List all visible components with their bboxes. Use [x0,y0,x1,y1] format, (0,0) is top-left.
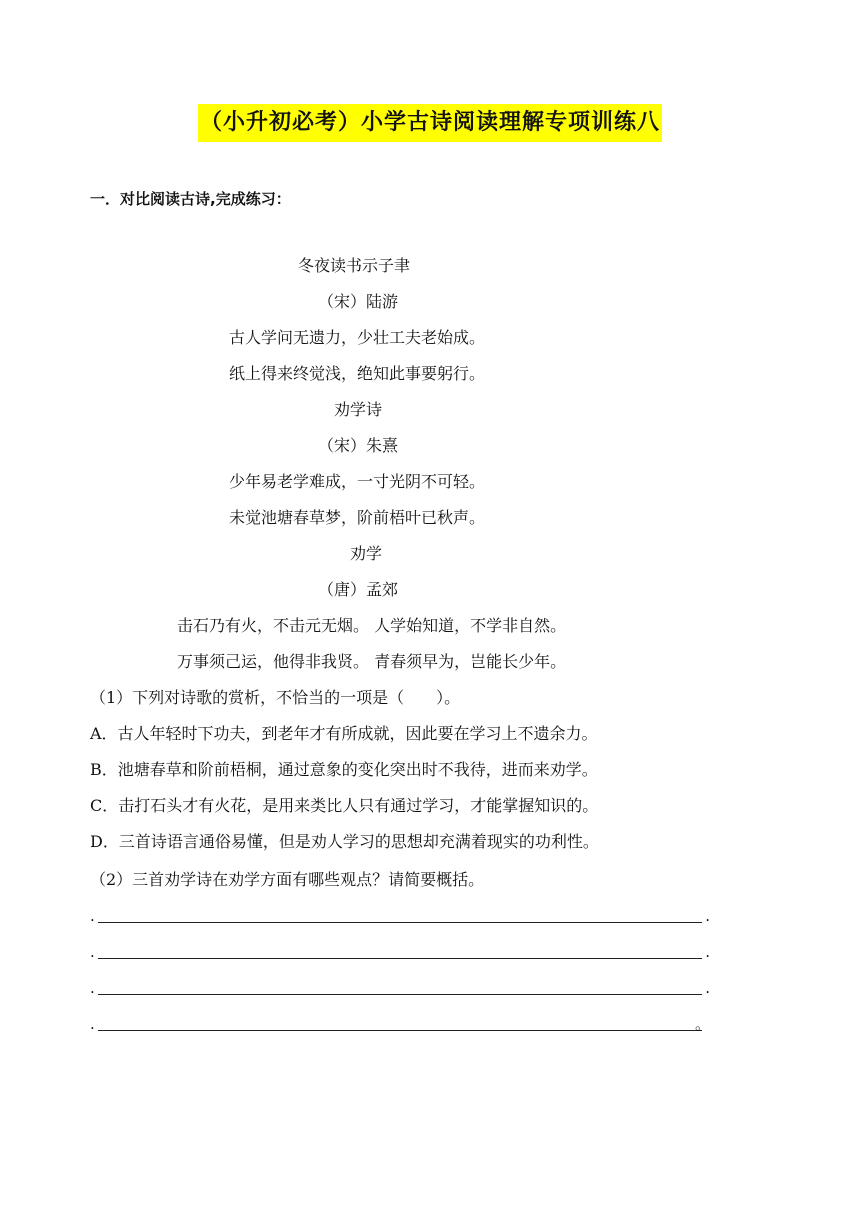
poem-line: 击石乃有火，不击元无烟。 人学始知道，不学非自然。 [177,616,567,635]
option-c: C．击打石头才有火花，是用来类比人只有通过学习，才能掌握知识的。 [90,796,599,815]
option-b: B．池塘春草和阶前梧桐，通过意象的变化突出时不我待，进而来劝学。 [90,760,598,779]
poem-author: （宋）朱熹 [318,436,399,455]
title-container [0,104,860,142]
option-a: A．古人年轻时下功夫，到老年才有所成就，因此要在学习上不遗余力。 [90,724,598,743]
poem-line: 少年易老学难成，一寸光阴不可轻。 [229,472,486,491]
answer-line[interactable]: . . [90,907,710,925]
poem-title: 劝学 [350,544,383,563]
poem-line: 万事须己运，他得非我贤。 青春须早为，岂能长少年。 [177,652,567,671]
option-d: D．三首诗语言通俗易懂，但是劝人学习的思想却充满着现实的功利性。 [90,832,599,851]
poem-line: 纸上得来终觉浅，绝知此事要躬行。 [229,364,486,383]
answer-line[interactable]: . . [90,943,710,961]
poem-author: （宋）陆游 [318,292,399,311]
poem-line: 古人学问无遗力，少壮工夫老始成。 [229,328,486,347]
poem-line: 未觉池塘春草梦，阶前梧叶已秋声。 [229,508,486,527]
question-1-stem: （1）下列对诗歌的赏析，不恰当的一项是（ ）。 [90,688,461,707]
section-heading: 一．对比阅读古诗,完成练习： [90,190,291,208]
question-2-stem: （2）三首劝学诗在劝学方面有哪些观点？请简要概括。 [90,870,485,889]
poem-author: （唐）孟郊 [318,580,399,599]
answer-line[interactable]: . . [90,979,710,997]
poem-title: 冬夜读书示子聿 [298,256,411,275]
poem-title: 劝学诗 [334,400,383,419]
document-title: （小升初必考）小学古诗阅读理解专项训练八 [198,104,662,142]
answer-line[interactable]: . 。 [90,1015,710,1033]
